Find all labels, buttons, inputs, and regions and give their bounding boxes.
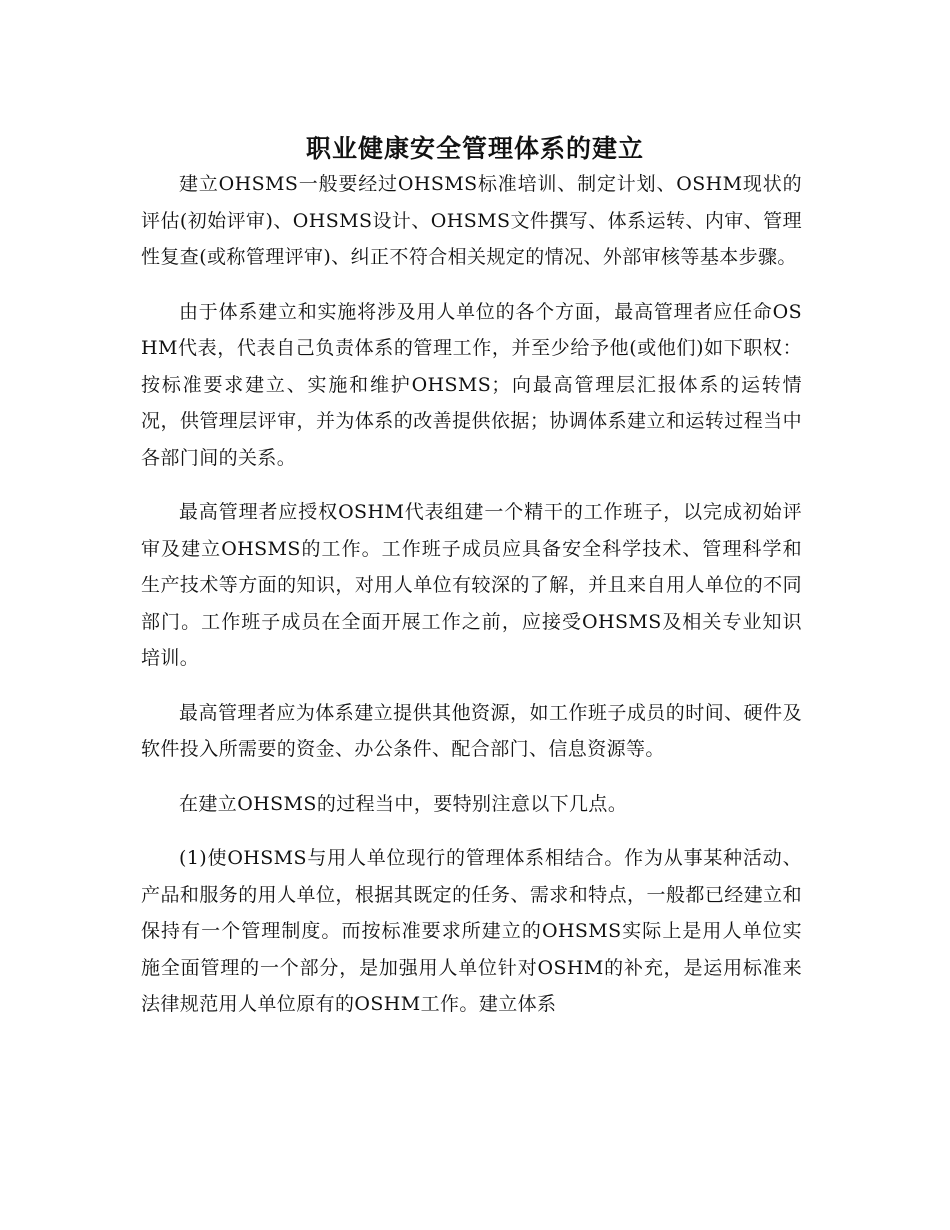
paragraph-5: 在建立OHSMS的过程当中，要特别注意以下几点。	[179, 792, 628, 815]
paragraph-1: 建立OHSMS一般要经过OHSMS标准培训、制定计划、OSHM现状的评估(初始评审)、OHSMS设计、OHSMS文件撰写、体系运转、内审、管理性复查(或称管理评审)、纠正不符合相关规定的情况、外部审核等基本步骤。	[141, 173, 802, 268]
document-body	[141, 166, 802, 1041]
paragraph-3: 最高管理者应授权OSHM代表组建一个精干的工作班子，以完成初始评审及建立OHSMS的工作。工作班子成员应具备安全科学技术、管理科学和生产技术等方面的知识，对用人单位有较深的了解，并且来自用人单位的不同部门。工作班子成员在全面开展工作之前，应接受OHSMS及相关专业知识培训。	[141, 501, 802, 669]
paragraph-4: 最高管理者应为体系建立提供其他资源，如工作班子成员的时间、硬件及软件投入所需要的资金、办公条件、配合部门、信息资源等。	[141, 701, 802, 760]
document-title: 职业健康安全管理体系的建立	[305, 133, 644, 163]
paragraph-6: (1)使OHSMS与用人单位现行的管理体系相结合。作为从事某种活动、产品和服务的用人单位，根据其既定的任务、需求和特点，一般都已经建立和保持有一个管理制度。而按标准要求所建立的OHSMS实际上是用人单位实施全面管理的一个部分，是加强用人单位针对OSHM的补充，是运用标准来法律规范用人单位原有的OSHM工作。建立体系	[141, 847, 802, 1015]
paragraph-2: 由于体系建立和实施将涉及用人单位的各个方面，最高管理者应任命OSHM代表，代表自己负责体系的管理工作，并至少给予他(或他们)如下职权：按标准要求建立、实施和维护OHSMS；向最高管理层汇报体系的运转情况，供管理层评审，并为体系的改善提供依据；协调体系建立和运转过程当中各部门间的关系。	[141, 300, 802, 469]
